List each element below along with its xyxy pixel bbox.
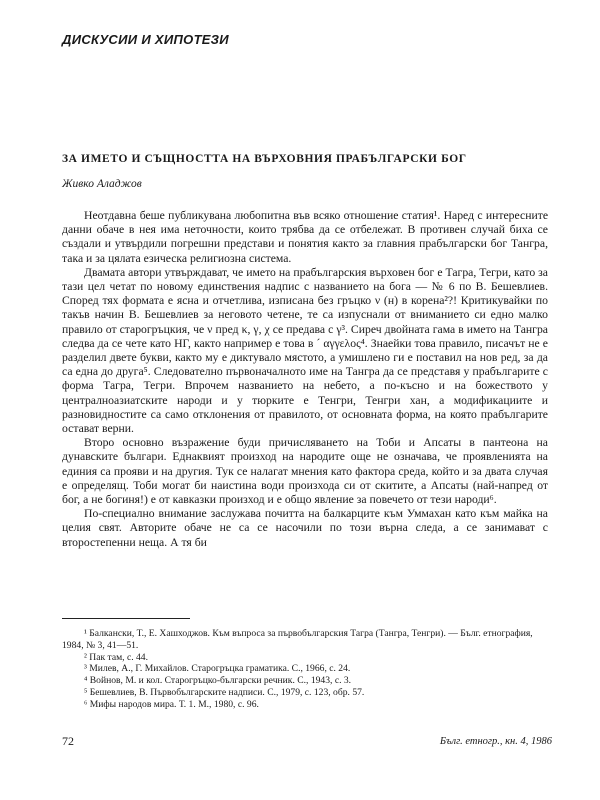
footnote: ¹ Балкански, Т., Е. Хашходжов. Към въпроса за първобългарския Тагра (Тангра, Тенгри). — Бълг. етнография, 1984, № 3, 41—51.	[62, 628, 533, 651]
paragraph: По-специално внимание заслужава почитта на балкарците към Уммахан като към майка на целия свят. Авторите обаче не са се насочили по този върна следа, а се занимават с второстепенни неща. А тя би	[62, 507, 548, 549]
section-heading: ДИСКУСИИ И ХИПОТЕЗИ	[62, 32, 229, 47]
footnote: ⁵ Бешевлиев, В. Първобългарските надписи. С., 1979, с. 123, обр. 57.	[84, 686, 365, 698]
paragraph: Двамата автори утвърждават, че името на прабългарския върховен бог е Тагра, Тегри, като за тази цел четат по новому единствения надпис с названието на бога — № 6 по В. Бешевлиев. Според тях формата е ясна и отчетлива, изписана без гръцко ν (н) в корена²?! Критикувайки по такъв начин В. Бешевлиев за неговото четене, те са изпуснали от вниманието си едно малко правило от старогръцкия, че ν пред κ, γ, χ се предава с γ³. Сиреч двойната гама в името на Тангра следва да се чете като НГ, както например е това в ´ αγγελος⁴. Знаейки това правило, писачът не е разделил двете букви, както му е диктувало мястото, а умишлено ги е поставил на нов ред, за да са една до друга⁵. Следователно първоначалното име на Тангра да се представя у прабългарите с форма Тагра, Тегри. Впрочем названието на небето, а по-късно и на божеството у централноазиатските народи и у тюрките е Тенгри, Тенгри хан, а модификациите и разновидностите са само отклонения от правилото, от основната форма, на която прабългарите остават верни.	[62, 265, 548, 436]
journal-citation: Бълг. етногр., кн. 4, 1986	[439, 736, 552, 747]
article-body	[62, 209, 548, 550]
footnote: ³ Милев, А., Г. Михайлов. Старогръцка граматика. С., 1966, с. 24.	[84, 663, 351, 675]
footnote: ⁶ Мифы народов мира. Т. 1. М., 1980, с. 96.	[84, 698, 259, 710]
footnote: ⁴ Войнов, М. и кол. Старогръцко-български речник. С., 1943, с. 3.	[84, 675, 352, 687]
paragraph: Второ основно възражение буди причисляването на Тоби и Апсаты в пантеона на дунавските българи. Еднаквият произход на народите още не означава, че проявленията на единия са прояви и на другия. Тук се налагат мнения като фактора среда, който и за двата случая е определящ. Тоби могат би наистина води произхода си от скитите, а Апсаты (най-напред от бог, а не богиня!) е от кавказки произход и е общо явление за повечето от тези народи⁶.	[62, 436, 548, 507]
footnote-divider	[62, 618, 190, 619]
article-title: ЗА ИМЕТО И СЪЩНОСТТА НА ВЪРХОВНИЯ ПРАБЪЛГАРСКИ БОГ	[62, 153, 467, 165]
footnote: ² Пак там, с. 44.	[84, 651, 149, 663]
footnotes	[62, 628, 548, 711]
article-author: Живко Аладжов	[62, 178, 142, 190]
paragraph: Неотдавна беше публикувана любопитна във всяко отношение статия¹. Наред с интересните данни обаче в нея има неточности, които трябва да се отбележат. В противен случай биха се създали и утвърдили погрешни представи и понятия както за главния прабългарски бог Тангра, така и за цялата езическа религиозна система.	[62, 209, 548, 265]
page-number: 72	[62, 734, 74, 748]
